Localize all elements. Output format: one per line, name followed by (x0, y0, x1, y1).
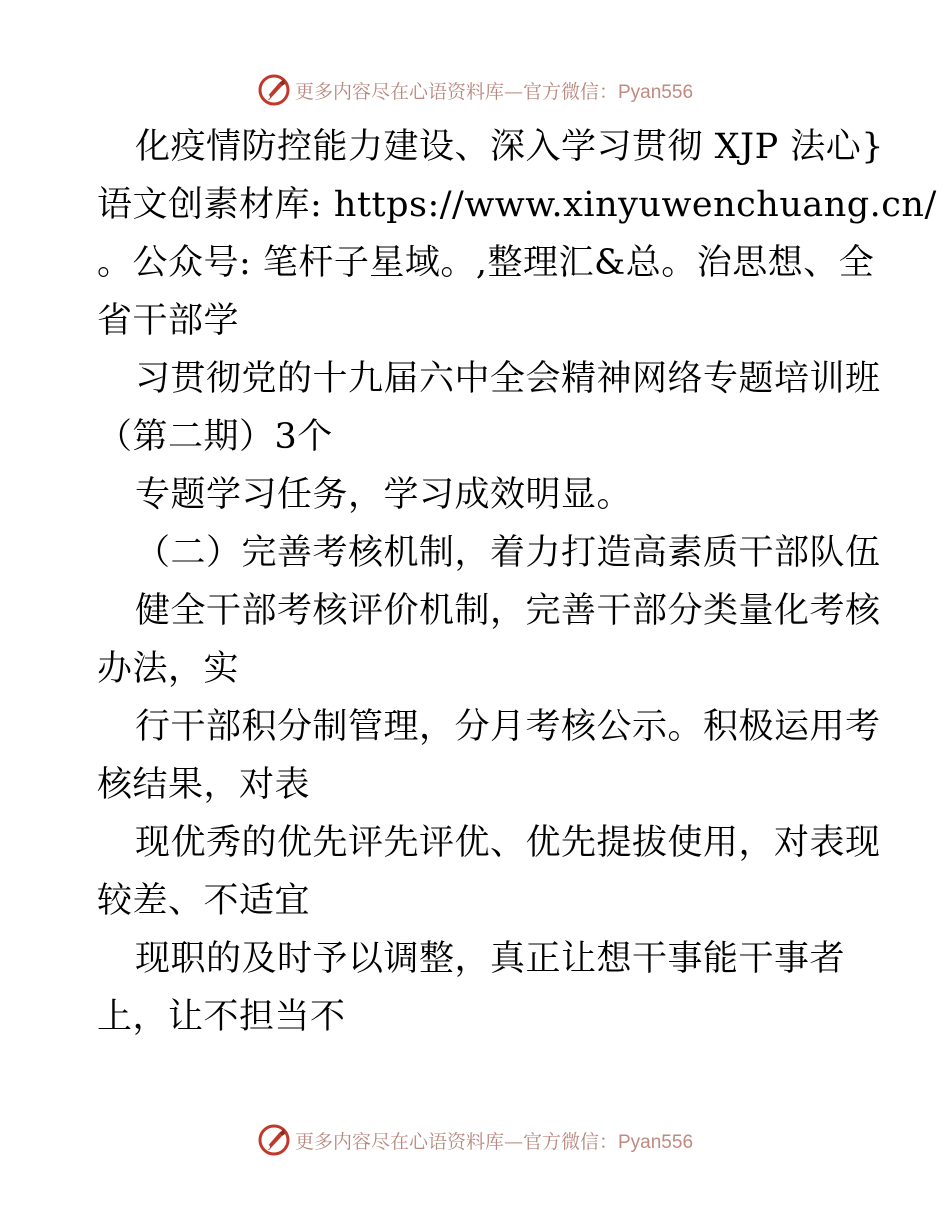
red-quill-circle-icon (257, 73, 291, 107)
footer-banner-id: Pyan556 (618, 1131, 694, 1153)
header-banner (0, 70, 950, 110)
red-quill-circle-icon (257, 1123, 291, 1157)
body-line: 现职的及时予以调整，真正让想干事能干事者 (135, 939, 846, 979)
body-line: 习贯彻党的十九届六中全会精神网络专题培训班 (135, 359, 881, 399)
body-line: 省干部学 (97, 301, 240, 341)
body-line: 核结果，对表 (97, 765, 311, 805)
section-heading: （二）完善考核机制，着力打造高素质干部队伍 (135, 533, 881, 573)
body-line: 行干部积分制管理，分月考核公示。积极运用考 (135, 707, 881, 747)
footer-banner-contact: 官方微信： (522, 1130, 618, 1153)
body-line: 健全干部考核评价机制，完善干部分类量化考核 (135, 591, 881, 631)
header-banner-id: Pyan556 (618, 81, 694, 103)
body-line: 化疫情防控能力建设、深入学习贯彻 XJP 法心} (135, 127, 885, 167)
body-line: 专题学习任务，学习成效明显。 (135, 475, 633, 515)
footer-banner-dash: — (503, 1130, 523, 1153)
body-line: 上，让不担当不 (97, 997, 346, 1037)
body-line: 语文创素材库: https://www.xinyuwenchuang.cn/ (97, 185, 937, 225)
body-line: 办法，实 (97, 649, 240, 689)
header-banner-text (295, 77, 693, 104)
footer-banner (0, 1120, 950, 1160)
body-line: 现优秀的优先评先评优、优先提拔使用，对表现 (135, 823, 881, 863)
document-body (97, 118, 937, 1046)
body-line: 。公众号: 笔杆子星域。,整理汇&总。治思想、全 (97, 243, 875, 283)
header-banner-dash: — (503, 80, 523, 103)
footer-banner-text (295, 1127, 693, 1154)
body-line: 较差、不适宜 (97, 881, 311, 921)
footer-banner-main: 更多内容尽在心语资料库 (294, 1130, 504, 1153)
header-banner-contact: 官方微信： (522, 80, 618, 103)
body-line: （第二期）3个 (97, 417, 333, 457)
header-banner-main: 更多内容尽在心语资料库 (294, 80, 504, 103)
